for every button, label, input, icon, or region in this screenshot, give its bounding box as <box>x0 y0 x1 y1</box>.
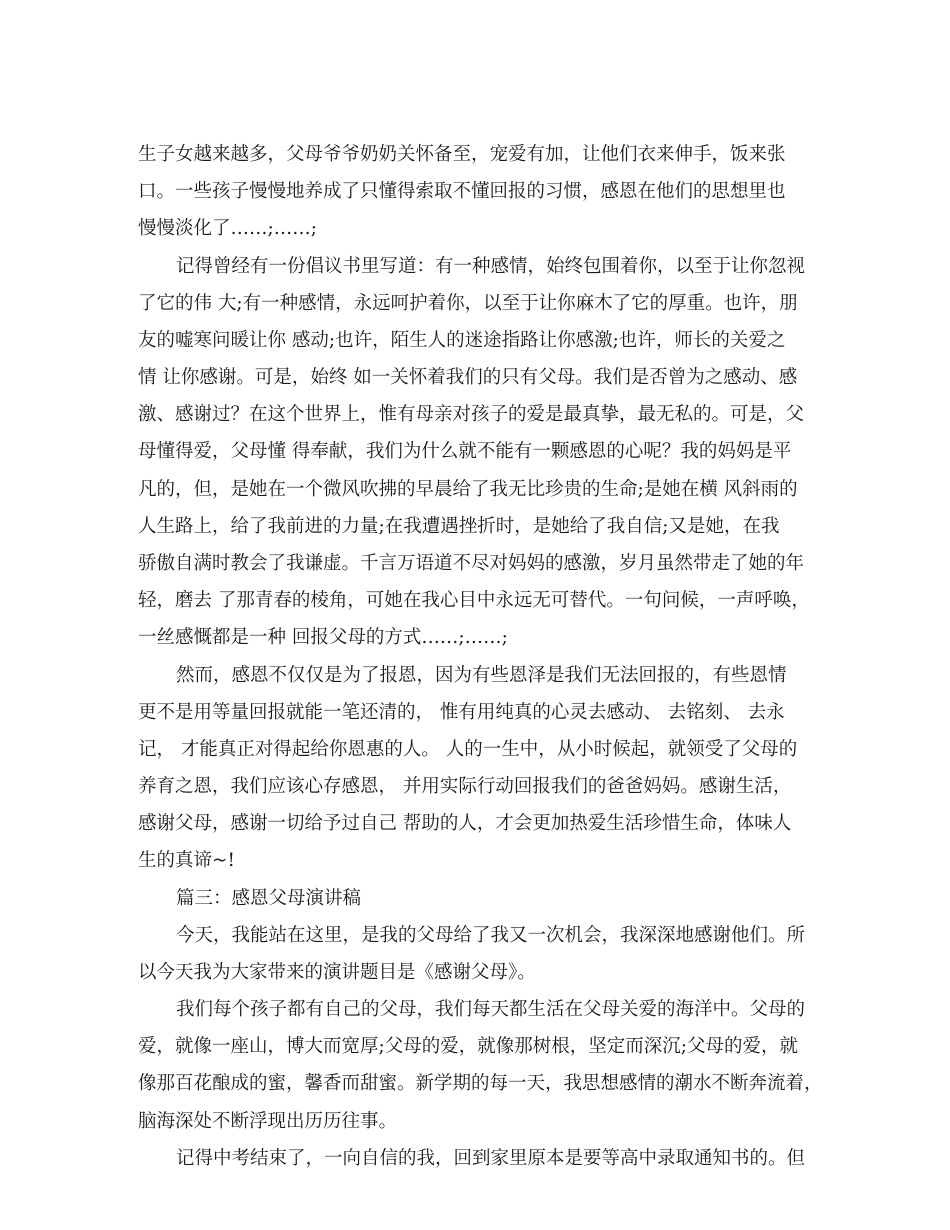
text-line: 更不是用等量回报就能一笔还清的， 惟有用纯真的心灵去感动、 去铭刻、 去永 <box>138 702 785 723</box>
text-line: 激、感谢过？在这个世界上，惟有母亲对孩子的爱是最真挚，最无私的。可是，父 <box>138 404 805 425</box>
text-line: 以今天我为大家带来的演讲题目是《感谢父母》。 <box>138 962 536 983</box>
text-line: 记， 才能真正对得起给你恩惠的人。 人的一生中，从小时候起，就领受了父母的 <box>138 739 798 760</box>
text-line: 骄傲自满时教会了我谦虚。千言万语道不尽对妈妈的感激，岁月虽然带走了她的年 <box>138 553 805 574</box>
text-line: 口。一些孩子慢慢地养成了只懂得索取不懂回报的习惯，感恩在他们的思想里也 <box>138 181 786 202</box>
text-line: 生子女越来越多，父母爷爷奶奶关怀备至，宠爱有加，让他们衣来伸手，饭来张 <box>138 144 786 165</box>
text-line: 人生路上，给了我前进的力量;在我遭遇挫折时，是她给了我自信;又是她，在我 <box>138 516 780 537</box>
text-line: 感谢父母，感谢一切给予过自己 帮助的人，才会更加热爱生活珍惜生命，体味人 <box>138 813 792 834</box>
text-line: 像那百花酿成的蜜，馨香而甜蜜。新学期的每一天，我思想感情的潮水不断奔流着， <box>138 1073 823 1094</box>
text-line: 情 让你感谢。可是，始终 如一关怀着我们的只有父母。我们是否曾为之感动、感 <box>138 367 798 388</box>
text-line: 轻，磨去 了那青春的棱角，可她在我心目中永远无可替代。一句问候，一声呼唤， <box>138 590 810 611</box>
section-heading: 篇三：感恩父母演讲稿 <box>176 888 362 909</box>
text-line: 一丝感慨都是一种 回报父母的方式……;……; <box>138 627 508 648</box>
text-line: 今天，我能站在这里，是我的父母给了我又一次机会，我深深地感谢他们。所 <box>176 925 806 946</box>
text-line: 慢慢淡化了……;……; <box>138 218 317 239</box>
text-line: 我们每个孩子都有自己的父母，我们每天都生活在父母关爱的海洋中。父母的 <box>176 999 806 1020</box>
text-line: 记得中考结束了，一向自信的我，回到家里原本是要等高中录取通知书的。但 <box>176 1148 806 1169</box>
text-line: 母懂得爱，父母懂 得奉献，我们为什么就不能有一颗感恩的心呢？我的妈妈是平 <box>138 441 792 462</box>
text-line: 然而，感恩不仅仅是为了报恩，因为有些恩泽是我们无法回报的，有些恩情 <box>176 665 787 686</box>
text-line: 爱，就像一座山，博大而宽厚;父母的爱，就像那树根，坚定而深沉;父母的爱，就 <box>138 1036 798 1057</box>
text-line: 凡的，但，是她在一个微风吹拂的早晨给了我无比珍贵的生命;是她在横 风斜雨的 <box>138 479 798 500</box>
text-line: 脑海深处不断浮现出历历往事。 <box>138 1111 398 1132</box>
text-line: 生的真谛~! <box>138 850 235 871</box>
text-line: 记得曾经有一份倡议书里写道：有一种感情，始终包围着你，以至于让你忽视 <box>176 256 806 277</box>
text-line: 了它的伟 大;有一种感情，永远呵护着你，以至于让你麻木了它的厚重。也许，朋 <box>138 293 798 314</box>
text-line: 友的嘘寒问暖让你 感动;也许，陌生人的迷途指路让你感激;也许，师长的关爱之 <box>138 330 786 351</box>
text-line: 养育之恩，我们应该心存感恩， 并用实际行动回报我们的爸爸妈妈。感谢生活， <box>138 776 792 797</box>
